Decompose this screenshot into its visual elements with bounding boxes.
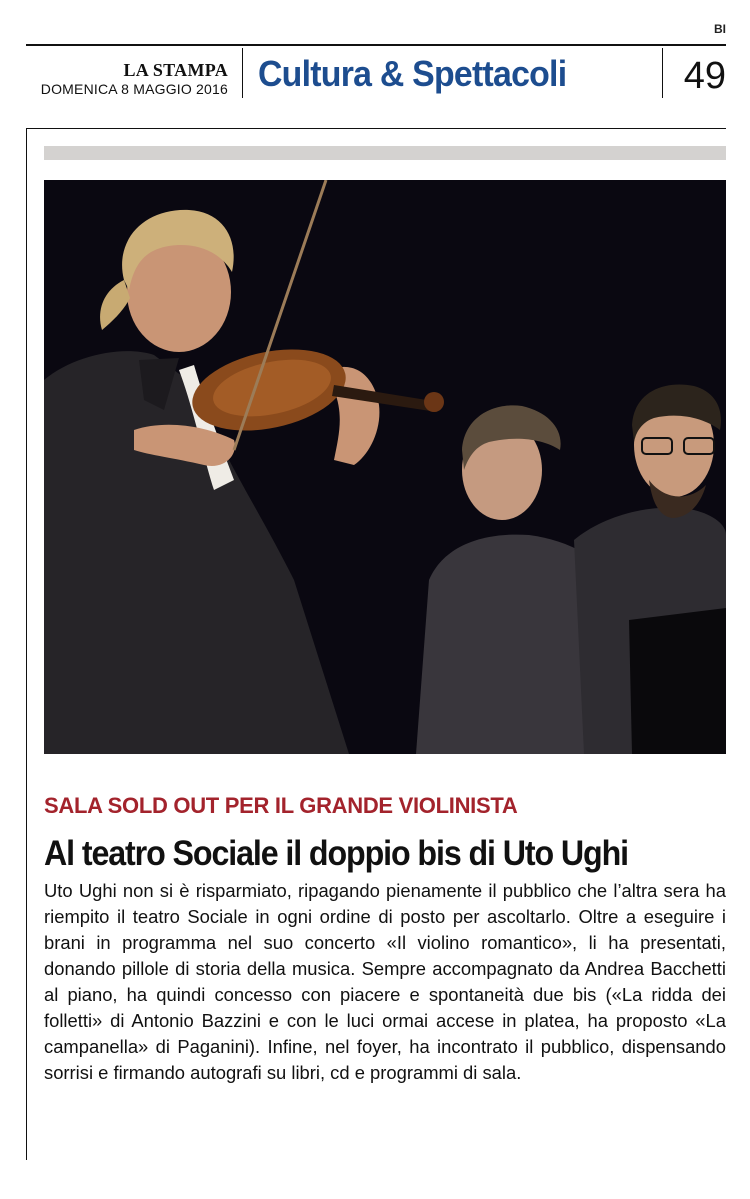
article-frame-top xyxy=(26,128,726,129)
article-body: Uto Ughi non si è risparmiato, ripagando pienamente il pubblico che l’altra sera ha riempito il teatro Sociale in ogni ordine di posto per ascoltarlo. Oltre a eseguire i brani in programma nel suo concerto «Il violino romantico», li ha presentati, donando pillole di storia della musica. Sempre accompagnato da Andrea Bacchetti al piano, ha quindi concesso con piacere e spontaneità due bis («La ridda dei folletti» di Antonio Bazzini e con le luci ormai accese in platea, ha proposto «La campanella» di Paganini). Infine, nel foyer, ha incontrato il pubblico, dispensando sorrisi e firmando autografi su libri, cd e programmi di sala. xyxy=(44,880,726,1083)
article-frame-left xyxy=(26,128,27,1160)
header-divider-left xyxy=(242,48,243,98)
section-title: Cultura & Spettacoli xyxy=(258,53,567,94)
grey-band xyxy=(44,146,726,160)
piano xyxy=(629,608,726,754)
page-number: 49 xyxy=(683,55,726,97)
newspaper-name: LA STAMPA xyxy=(123,60,228,80)
edition-tag: BI xyxy=(714,22,726,36)
top-rule xyxy=(26,44,726,46)
masthead xyxy=(26,60,228,98)
issue-date: DOMENICA 8 MAGGIO 2016 xyxy=(40,81,228,97)
concert-photo xyxy=(44,180,726,754)
article-kicker: SALA SOLD OUT PER IL GRANDE VIOLINISTA xyxy=(44,793,518,818)
article-headline: Al teatro Sociale il doppio bis di Uto Ughi xyxy=(44,834,629,873)
header-divider-right xyxy=(662,48,663,98)
